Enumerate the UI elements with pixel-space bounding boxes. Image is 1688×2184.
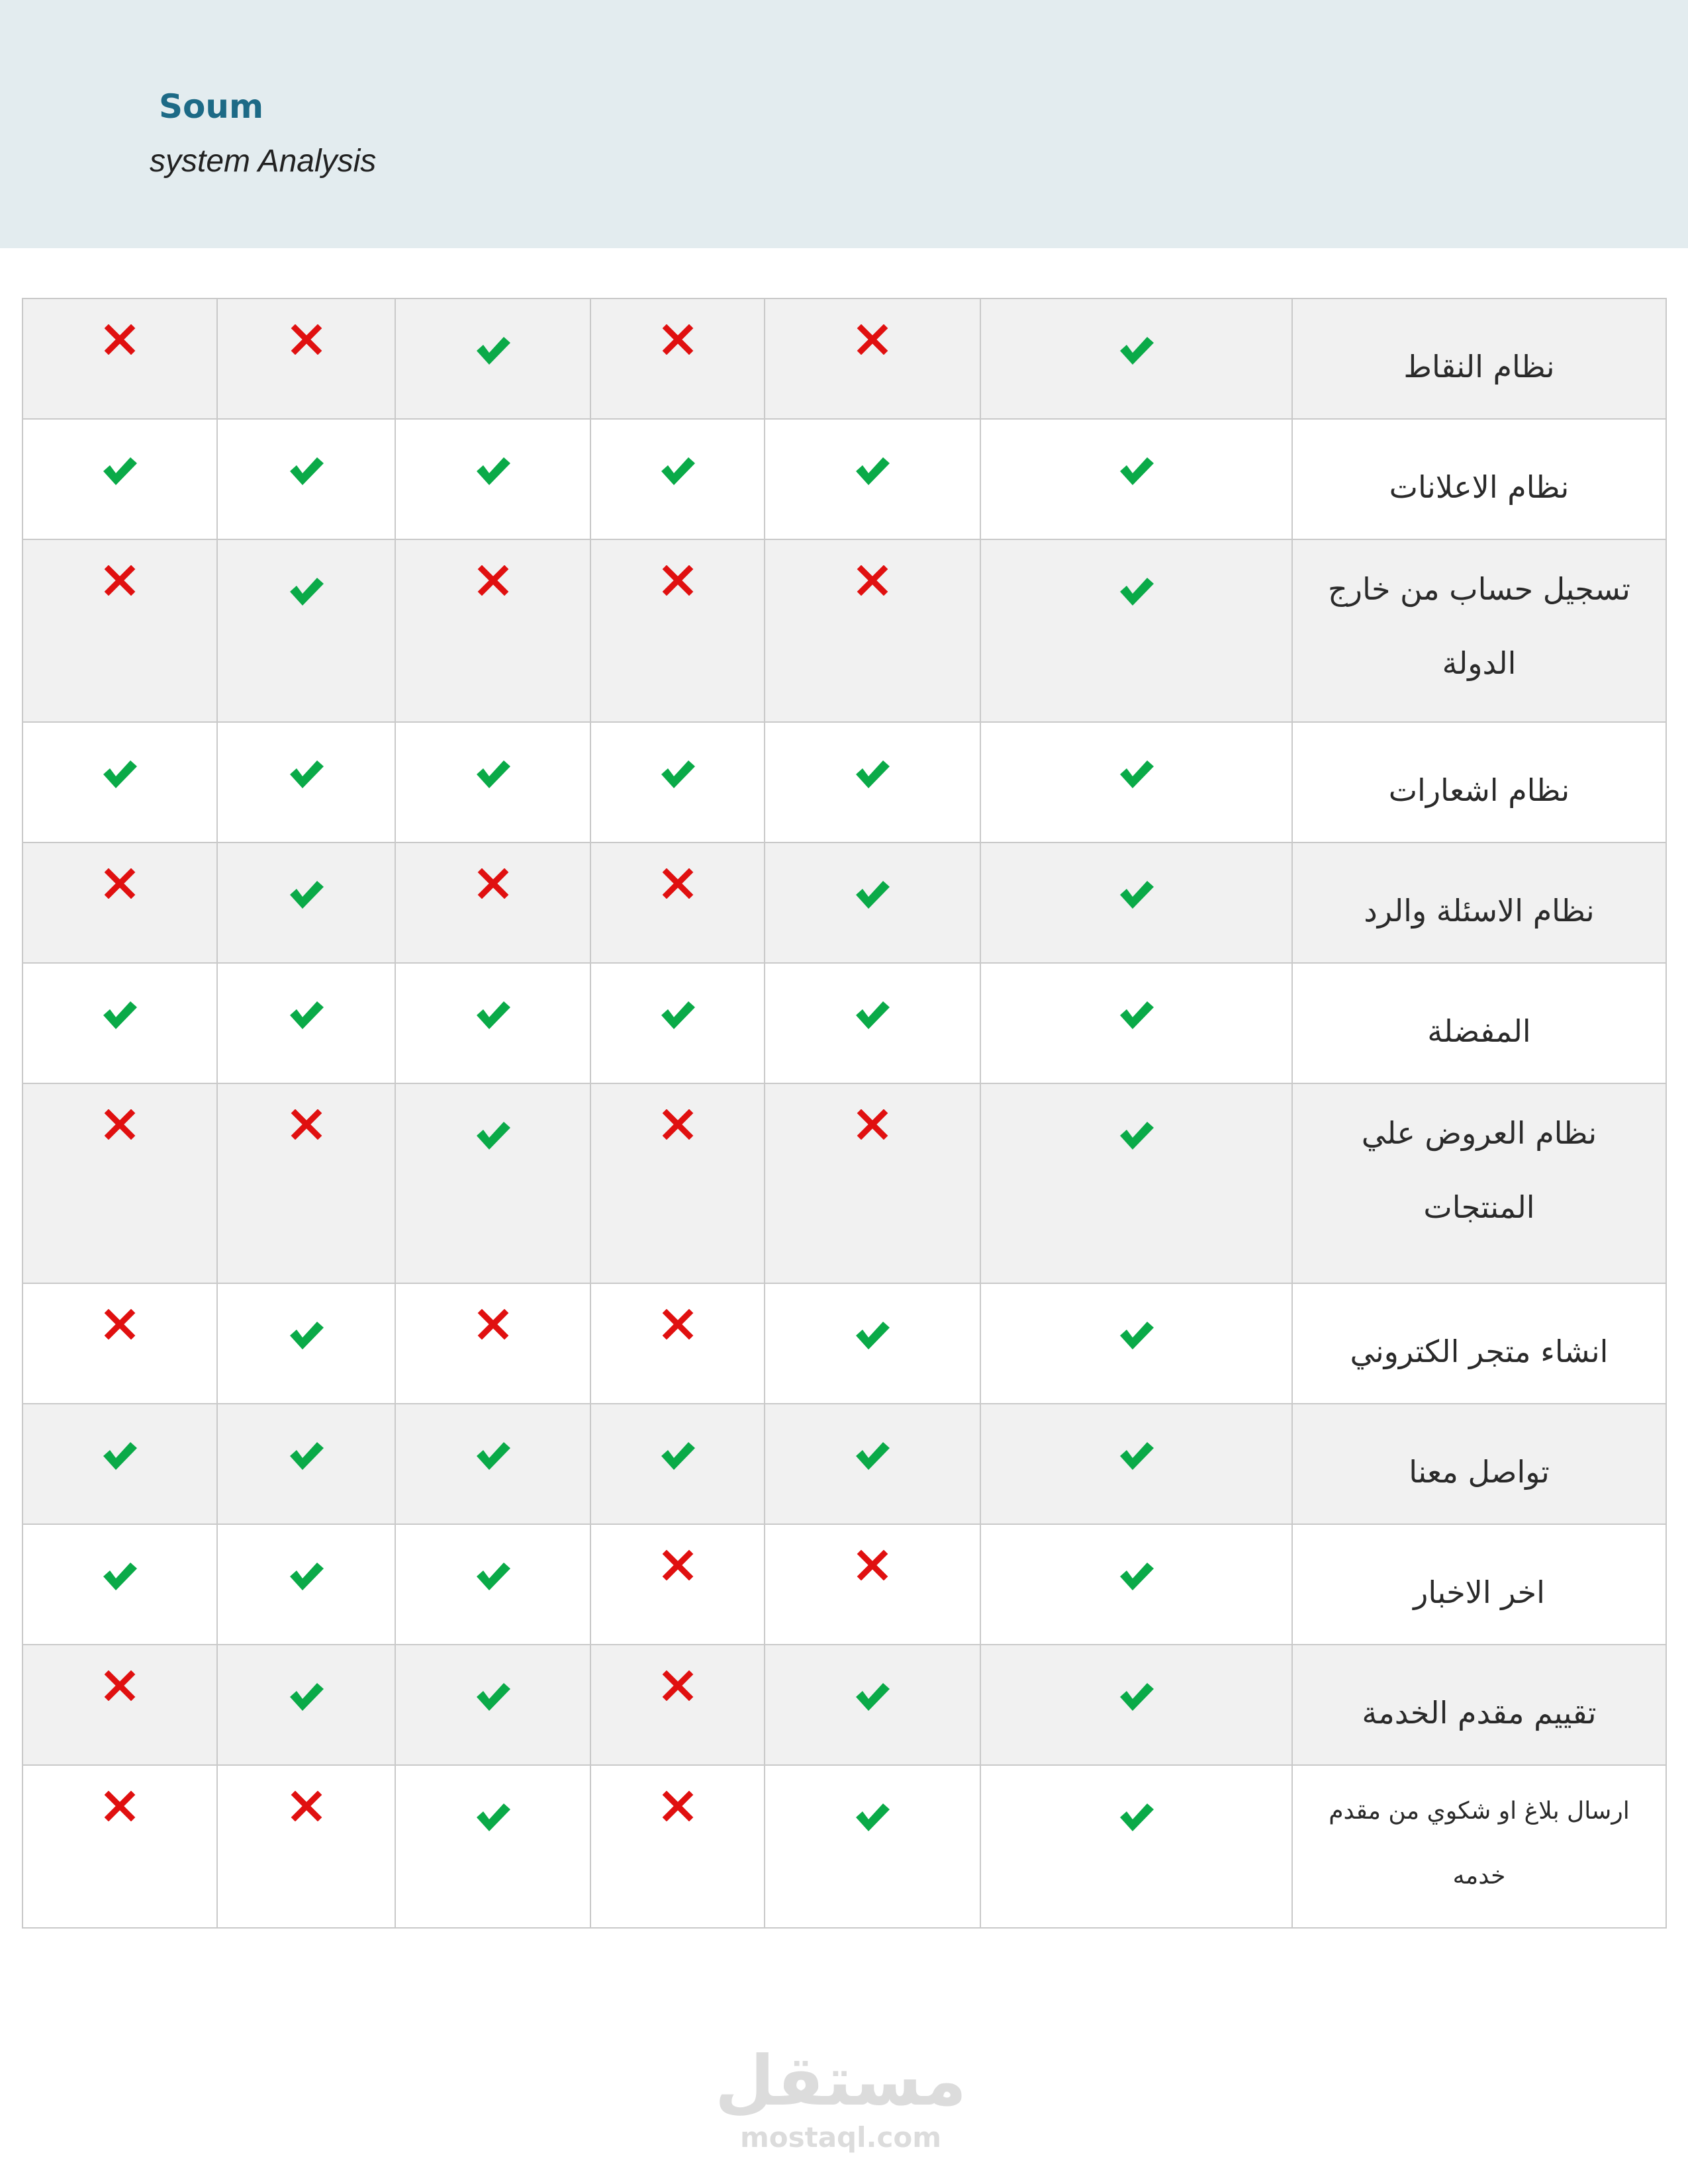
status-cell [23, 298, 217, 419]
status-cell [980, 298, 1292, 419]
status-cell [217, 419, 395, 539]
cross-icon [662, 1309, 694, 1340]
status-cell [980, 1404, 1292, 1524]
status-cell [980, 1765, 1292, 1928]
status-cell [765, 1765, 980, 1928]
status-cell [765, 1404, 980, 1524]
feature-label: نظام النقاط [1292, 298, 1666, 419]
status-cell [765, 963, 980, 1083]
feature-label: المفضلة [1292, 963, 1666, 1083]
check-icon [287, 1680, 326, 1713]
cross-icon [104, 565, 136, 596]
status-cell [765, 298, 980, 419]
status-cell [395, 539, 590, 722]
status-cell [395, 722, 590, 842]
check-icon [474, 334, 512, 367]
status-cell [395, 1765, 590, 1928]
status-cell [217, 1283, 395, 1404]
table-body [23, 298, 1666, 1928]
status-cell [590, 1645, 765, 1765]
check-icon [1117, 574, 1156, 608]
cross-icon [104, 1309, 136, 1340]
check-icon [1117, 1318, 1156, 1351]
feature-label: تقييم مقدم الخدمة [1292, 1645, 1666, 1765]
status-cell [590, 1765, 765, 1928]
status-cell [23, 539, 217, 722]
cross-icon [662, 1550, 694, 1580]
check-icon [101, 1439, 139, 1472]
cross-icon [662, 868, 694, 899]
check-icon [853, 454, 892, 487]
status-cell [765, 1524, 980, 1645]
status-cell [980, 539, 1292, 722]
check-icon [287, 998, 326, 1031]
cross-icon [477, 868, 509, 899]
cross-icon [104, 868, 136, 899]
feature-label: ارسال بلاغ او شكوي من مقدم خدمه [1292, 1765, 1666, 1928]
status-cell [217, 1083, 395, 1283]
status-cell [217, 842, 395, 963]
status-cell [23, 419, 217, 539]
check-icon [659, 757, 697, 790]
table-row [23, 1524, 1666, 1645]
feature-label: تسجيل حساب من خارج الدولة [1292, 539, 1666, 722]
check-icon [1117, 334, 1156, 367]
cross-icon [857, 1109, 888, 1140]
cross-icon [857, 565, 888, 596]
status-cell [980, 842, 1292, 963]
page-subtitle: system Analysis [150, 144, 377, 179]
status-cell [980, 419, 1292, 539]
table-row [23, 1645, 1666, 1765]
check-icon [287, 1439, 326, 1472]
status-cell [765, 722, 980, 842]
table-row [23, 722, 1666, 842]
table-row [23, 1083, 1666, 1283]
table-row [23, 842, 1666, 963]
status-cell [980, 722, 1292, 842]
table-row [23, 1765, 1666, 1928]
status-cell [395, 842, 590, 963]
cross-icon [662, 1109, 694, 1140]
check-icon [1117, 757, 1156, 790]
feature-comparison-table [22, 298, 1667, 1929]
status-cell [395, 1404, 590, 1524]
status-cell [23, 963, 217, 1083]
status-cell [23, 722, 217, 842]
cross-icon [291, 1791, 322, 1821]
status-cell [217, 1765, 395, 1928]
status-cell [217, 1645, 395, 1765]
status-cell [23, 842, 217, 963]
cross-icon [662, 1670, 694, 1701]
check-icon [101, 1559, 139, 1592]
status-cell [765, 1083, 980, 1283]
status-cell [23, 1083, 217, 1283]
status-cell [765, 419, 980, 539]
check-icon [474, 454, 512, 487]
status-cell [765, 539, 980, 722]
check-icon [853, 1439, 892, 1472]
check-icon [1117, 1800, 1156, 1833]
status-cell [590, 539, 765, 722]
check-icon [1117, 1559, 1156, 1592]
check-icon [853, 1800, 892, 1833]
check-icon [474, 757, 512, 790]
check-icon [1117, 454, 1156, 487]
status-cell [765, 1283, 980, 1404]
cross-icon [291, 324, 322, 355]
cross-icon [477, 1309, 509, 1340]
check-icon [287, 454, 326, 487]
cross-icon [477, 565, 509, 596]
cross-icon [104, 1109, 136, 1140]
status-cell [980, 1524, 1292, 1645]
check-icon [287, 757, 326, 790]
table-row [23, 963, 1666, 1083]
table-row [23, 298, 1666, 419]
status-cell [23, 1765, 217, 1928]
check-icon [853, 757, 892, 790]
watermark-latin: mostaql.com [740, 2121, 941, 2154]
feature-label: اخر الاخبار [1292, 1524, 1666, 1645]
feature-label: نظام الاسئلة والرد [1292, 842, 1666, 963]
status-cell [217, 722, 395, 842]
cross-icon [662, 324, 694, 355]
check-icon [287, 1318, 326, 1351]
check-icon [474, 1559, 512, 1592]
check-icon [659, 998, 697, 1031]
status-cell [23, 1524, 217, 1645]
check-icon [853, 998, 892, 1031]
check-icon [853, 878, 892, 911]
check-icon [474, 1680, 512, 1713]
status-cell [217, 963, 395, 1083]
status-cell [395, 1283, 590, 1404]
table-row [23, 539, 1666, 722]
check-icon [474, 998, 512, 1031]
status-cell [395, 1524, 590, 1645]
status-cell [590, 1083, 765, 1283]
status-cell [765, 1645, 980, 1765]
status-cell [217, 539, 395, 722]
cross-icon [291, 1109, 322, 1140]
status-cell [395, 298, 590, 419]
status-cell [217, 298, 395, 419]
check-icon [474, 1439, 512, 1472]
feature-label: انشاء متجر الكتروني [1292, 1283, 1666, 1404]
header-band [0, 0, 1688, 248]
status-cell [590, 419, 765, 539]
status-cell [590, 1404, 765, 1524]
feature-label: نظام العروض علي المنتجات [1292, 1083, 1666, 1283]
cross-icon [857, 1550, 888, 1580]
status-cell [590, 963, 765, 1083]
status-cell [395, 1645, 590, 1765]
status-cell [590, 722, 765, 842]
feature-label: نظام الاعلانات [1292, 419, 1666, 539]
status-cell [980, 1083, 1292, 1283]
check-icon [853, 1318, 892, 1351]
check-icon [101, 454, 139, 487]
check-icon [474, 1800, 512, 1833]
status-cell [765, 842, 980, 963]
check-icon [1117, 1439, 1156, 1472]
status-cell [395, 963, 590, 1083]
watermark-arabic: مستقل [714, 2040, 967, 2121]
cross-icon [104, 1670, 136, 1701]
check-icon [1117, 998, 1156, 1031]
status-cell [590, 842, 765, 963]
check-icon [474, 1118, 512, 1152]
check-icon [659, 1439, 697, 1472]
check-icon [1117, 1680, 1156, 1713]
check-icon [1117, 878, 1156, 911]
status-cell [217, 1524, 395, 1645]
status-cell [590, 1524, 765, 1645]
watermark [702, 2042, 980, 2156]
status-cell [23, 1404, 217, 1524]
cross-icon [662, 565, 694, 596]
check-icon [101, 757, 139, 790]
check-icon [659, 454, 697, 487]
check-icon [287, 1559, 326, 1592]
status-cell [980, 963, 1292, 1083]
cross-icon [662, 1791, 694, 1821]
status-cell [217, 1404, 395, 1524]
status-cell [395, 419, 590, 539]
status-cell [980, 1283, 1292, 1404]
table-row [23, 1404, 1666, 1524]
status-cell [590, 298, 765, 419]
table-row [23, 1283, 1666, 1404]
feature-label: نظام اشعارات [1292, 722, 1666, 842]
status-cell [980, 1645, 1292, 1765]
status-cell [590, 1283, 765, 1404]
cross-icon [857, 324, 888, 355]
status-cell [23, 1645, 217, 1765]
cross-icon [104, 1791, 136, 1821]
check-icon [101, 998, 139, 1031]
page-title: Soum [159, 87, 264, 126]
check-icon [853, 1680, 892, 1713]
table-row [23, 419, 1666, 539]
check-icon [1117, 1118, 1156, 1152]
status-cell [23, 1283, 217, 1404]
check-icon [287, 878, 326, 911]
feature-label: تواصل معنا [1292, 1404, 1666, 1524]
status-cell [395, 1083, 590, 1283]
cross-icon [104, 324, 136, 355]
check-icon [287, 574, 326, 608]
